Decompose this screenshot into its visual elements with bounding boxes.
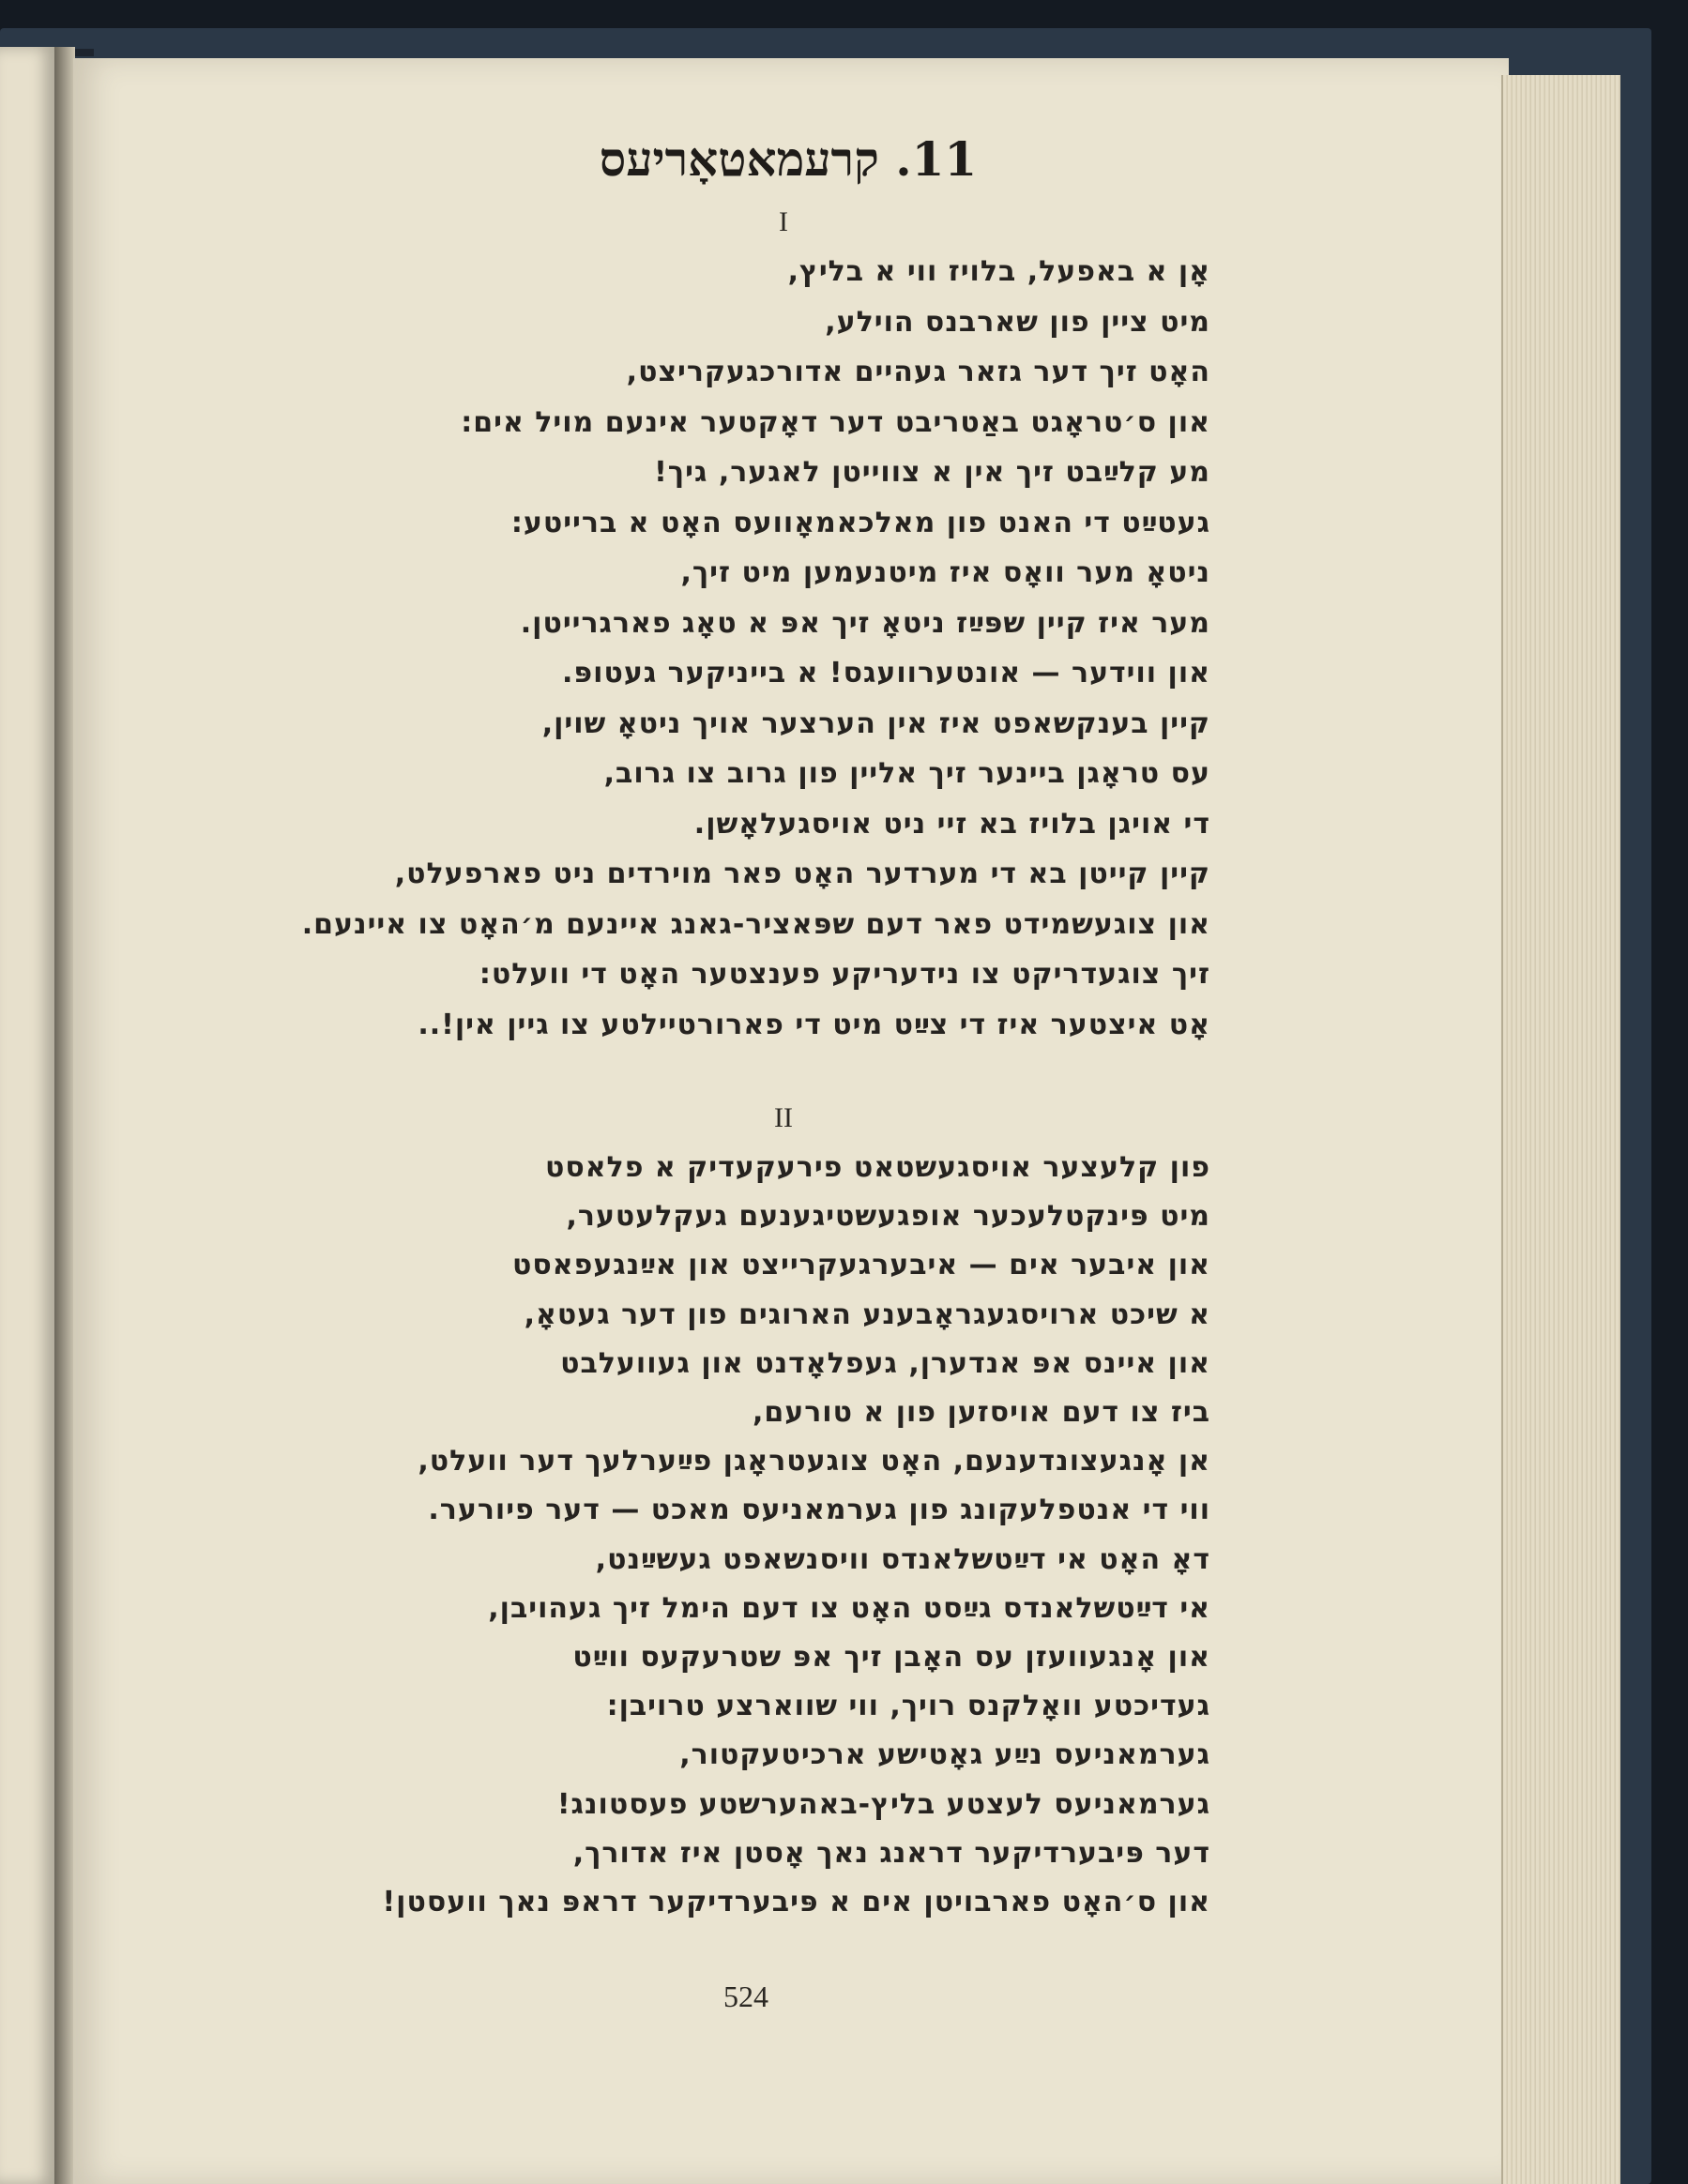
- left-page-edge: [0, 47, 57, 2184]
- poem-line: דאָ האָט אי דײַטשלאנדס וויסנשאפט געשײַנט,: [595, 1542, 1210, 1576]
- poem-section-1: [272, 253, 1210, 1098]
- poem-line: ווי די אנטפלעקונג פון גערמאניעס מאכט — דער פיורער.: [428, 1494, 1210, 1527]
- poem-line: קיין בענקשאפט איז אין הערצער אויך ניטאָ שוין,: [541, 706, 1210, 740]
- poem-line: די אויגן בלויז בא זיי ניט אויסגעלאָשן.: [693, 807, 1210, 841]
- poem-line: אָן א באפעל, בלויז ווי א בליץ,: [787, 255, 1210, 288]
- poem-line: און צוגעשמידט פאר דעם שפּאציר-גאנג איינעם מ׳האָט צו איינעם.: [301, 907, 1210, 941]
- poem-line: גערמאניעס נײַע גאָטישע ארכיטעקטור,: [679, 1738, 1210, 1772]
- poem-line: געדיכטע וואָלקנס רויך, ווי שווארצע טרויבן:: [606, 1690, 1210, 1723]
- poem-line: עס טראָגן ביינער זיך אליין פון גרוב צו גרוב,: [603, 757, 1210, 790]
- book-gutter: [54, 47, 75, 2184]
- poem-line: און ווידער — אונטערוועגס! א בייניקער געטופּ.: [562, 657, 1210, 690]
- poem-line: מיט פּינקטלעכער אופגעשטיגענעם געקלעטער,: [566, 1200, 1210, 1234]
- poem-line: און ס׳האָט פארבויטן אים א פּיבערדיקער דראפּ נאך וועסטן!: [382, 1886, 1210, 1919]
- poem-line: און אָנגעוועזן עס האָבן זיך אפּ שטרעקעס ווײַט: [572, 1641, 1210, 1674]
- poem-line: זיך צוגעדריקט צו נידעריקע פענצטער האָט די וועלט:: [479, 958, 1210, 991]
- poem-line: האָט זיך דער גזאר געהיים אדורכגעקריצט,: [626, 356, 1210, 388]
- poem-line: און איבער אים — איבערגעקרייצט און אײַנגעפאסט: [511, 1249, 1210, 1282]
- poem-line: אי דײַטשלאנדס גײַסט האָט צו דעם הימל זיך געהויבן,: [488, 1591, 1210, 1625]
- section-number: I: [779, 206, 788, 237]
- poem-line: ניטאָ מער וואָס איז מיטנעמען מיט זיך,: [680, 556, 1210, 589]
- page-number: 524: [723, 1979, 768, 2013]
- poem-line: מע קלײַבט זיך אין א צווייטן לאגער, גיך!: [654, 456, 1210, 489]
- page-title: 11. קרעמאטאָריעס: [599, 131, 978, 187]
- poem-line: און ס׳טראָגט באַטריבט דער דאָקטער אינעם מויל אים:: [461, 405, 1210, 439]
- poem-line: מיט ציין פון שארבנס הוילע,: [825, 305, 1210, 339]
- poem-line: אן אָנגעצונדענעם, האָט צוגעטראָגן פײַערלעך דער וועלט,: [418, 1445, 1210, 1479]
- poem-line: געטײַט די האנט פון מאלכאמאָוועס האָט א ברייטע:: [510, 506, 1210, 539]
- poem-line: אָט איצטער איז די צײַט מיט די פארורטיילטע צו גיין אין!..: [418, 1008, 1210, 1041]
- section-number: II: [774, 1102, 793, 1133]
- page-fore-edge: [1501, 75, 1620, 2184]
- poem-line: א שיכט ארויסגעגראָבענע הארוגים פון דער געטאָ,: [524, 1297, 1210, 1331]
- poem-line: גערמאניעס לעצטע בליץ-באהערשטע פעסטונג!: [556, 1787, 1210, 1821]
- poem-line: און איינס אפּ אנדערן, געפלאָדנט און געוועלבט: [560, 1346, 1210, 1380]
- poem-line: מער איז קיין שפּײַז ניטאָ זיך אפּ א טאָג פארגרייטן.: [520, 606, 1210, 640]
- poem-line: ביז צו דעם אויסזען פון א טורעם,: [752, 1396, 1210, 1429]
- poem-section-2: [272, 1149, 1210, 1975]
- poem-line: דער פּיבערדיקער דראנג נאך אָסטן איז אדורך,: [572, 1836, 1210, 1870]
- poem-line: פון קלעצער אויסגעשטאט פירעקעדיק א פלאסט: [544, 1151, 1210, 1184]
- poem-line: קיין קייטן בא די מערדער האָט פאר מוירדים ניט פארפעלט,: [394, 857, 1210, 890]
